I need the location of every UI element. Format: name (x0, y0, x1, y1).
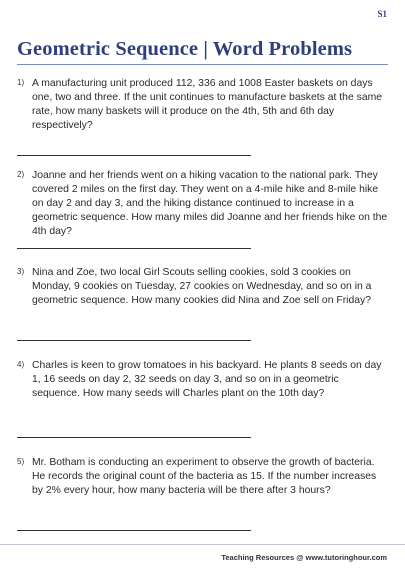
problem-number: 3) (17, 267, 25, 276)
title-divider (17, 64, 388, 65)
answer-line-2[interactable] (17, 248, 251, 249)
footer-divider (0, 544, 405, 545)
problem-number: 2) (17, 170, 25, 179)
problem-text: A manufacturing unit produced 112, 336 and 1008 Easter baskets on days one, two and three. If the unit continues to manufacture baskets at the same rate, how many baskets will it produce on the 4th, 5th and 6th day respectively? (32, 78, 383, 131)
problem-number: 1) (17, 78, 25, 87)
worksheet-code: S1 (377, 9, 387, 19)
page-title: Geometric Sequence | Word Problems (17, 38, 353, 60)
answer-line-5[interactable] (17, 530, 251, 531)
answer-line-4[interactable] (17, 437, 251, 438)
problem-text: Joanne and her friends went on a hiking vacation to the national park. They covered 2 miles on the first day. They went on a 4-mile hike and 8-mile hike on day 2 and day 3, and the hiking distance continued to increase in a geometric sequence. How many miles did Joanne and her friends hike on the 4th day? (32, 170, 388, 237)
problem-text: Mr. Botham is conducting an experiment to observe the growth of bacteria. He records the original count of the bacteria as 15. If the number increases by 2% every hour, how many bacteria will be there after 3 hours? (32, 457, 377, 496)
answer-line-1[interactable] (17, 155, 251, 156)
problem-text: Nina and Zoe, two local Girl Scouts selling cookies, sold 3 cookies on Monday, 9 cookies on Tuesday, 27 cookies on Wednesday, and so on in a geometric sequence. How many cookies did Nina and Zoe sell on Friday? (32, 267, 372, 306)
footer-credit: Teaching Resources @ www.tutoringhour.com (221, 553, 387, 562)
problem-number: 4) (17, 360, 25, 369)
problem-number: 5) (17, 457, 25, 466)
problem-text: Charles is keen to grow tomatoes in his backyard. He plants 8 seeds on day 1, 16 seeds on day 2, 32 seeds on day 3, and so on in a geometric sequence. How many seeds will Charles plant on the 10th day? (32, 360, 382, 399)
answer-line-3[interactable] (17, 340, 251, 341)
